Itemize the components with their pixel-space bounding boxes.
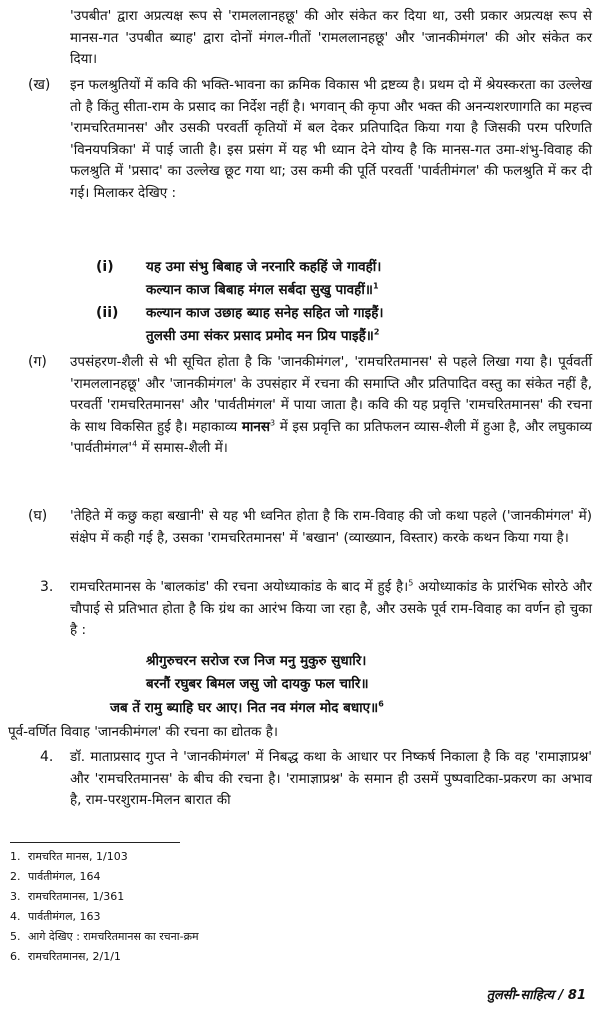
footnote-4: 4. पार्वतीमंगल, 163 bbox=[10, 910, 101, 923]
verse-ii-line2: तुलसी उमा संकर प्रसाद प्रमोद मन प्रिय पाइहैं॥$^2$ bbox=[146, 327, 380, 344]
section-ga-paragraph: उपसंहरण-शैली से भी सूचित होता है कि 'जानकीमंगल', 'रामचरितमानस' से पहले लिखा गया है। पूर्ववर्ती 'रामललानहछू' और 'जानकीमंगल' के उपसंहार में रचना की समाप्ति और प्रतिपादित वस्तु का संकेत नहीं है, परवर्ती 'रामचरितमानस' और 'पार्वतीमंगल' में पाया जाता है। कवि की यह प्रवृत्ति 'रामचरितमानस' की रचना के साथ विकसित हुई है। महाकाव्य मानस$^3$ में इस प्रवृत्ति का प्रतिफलन व्यास-शैली में हुआ है, और लघुकाव्य '$पार्वतीमंगल'^4$ में समास-शैली में। bbox=[70, 354, 592, 456]
section-gha-marker: (घ) bbox=[28, 508, 48, 524]
book-title: तुलसी-साहित्य bbox=[486, 988, 555, 1003]
manas-bold-word: मानस bbox=[241, 418, 271, 435]
section-gha-paragraph: 'तेहिते में कछु कहा बखानी' से यह भी ध्वनित होता है कि राम-विवाह की जो कथा पहले ('जानकीमंगल' में) संक्षेप में कही गई है, उसका 'रामचरितमानस' में 'बखान' (व्याख्यान, विस्तार) करके कथन किया गया है। bbox=[70, 508, 592, 546]
footnote-ref-3: 3 bbox=[270, 418, 276, 427]
section-kha-marker: (ख) bbox=[28, 77, 51, 93]
footnote-2: 2. पार्वतीमंगल, 164 bbox=[10, 870, 101, 883]
section-3-closing: पूर्व-वर्णित विवाह 'जानकीमंगल' की रचना का द्योतक है। bbox=[8, 724, 278, 740]
footnote-rule bbox=[10, 842, 180, 843]
verse-3-line2: बरनौं रघुबर बिमल जसु जो दायकु फल चारि॥ bbox=[146, 676, 369, 692]
section-3-paragraph: रामचरितमानस के 'बालकांड' की रचना अयोध्याकांड के बाद में हुई है।$^5$ अयोध्याकांड के प्रारंभिक सोरठे और चौपाई से प्रतिभात होता है कि ग्रंथ का आरंभ किया जा रहा है, और उसके पूर्व राम-विवाह का वर्णन हो चुका है : bbox=[70, 578, 592, 638]
footnote-6: 6. रामचरितमानस, 2/1/1 bbox=[10, 950, 121, 963]
section-kha-paragraph: इन फलश्रुतियों में कवि की भक्ति-भावना का क्रमिक विकास भी द्रष्टव्य है। प्रथम दो में श्रेयस्करता का उल्लेख तो है किंतु सीता-राम के प्रसाद का निर्देश नहीं है। भगवान् की कृपा और भक्त की अनन्यशरणागति का महत्त्व 'रामचरितमानस' और उसकी परवर्ती कृतियों में बल देकर प्रतिपादित किया गया है जिसकी परम परिणति 'विनयपत्रिका' में पाई जाती है। इस प्रसंग में यह भी ध्यान देने योग्य है कि मानस-गत उमा-शंभु-विवाह की फलश्रुति में 'प्रसाद' का उल्लेख छूट गया था; उस कमी की पूर्ति परवर्ती 'पार्वतीमंगल' की फलश्रुति में कर दी गई। मिलाकर देखिए : bbox=[70, 77, 592, 201]
footnote-ref-6: 6 bbox=[378, 699, 384, 709]
footnote-ref-1: 1 bbox=[372, 281, 379, 291]
footnote-ref-5: 5 bbox=[408, 578, 414, 588]
footnote-5: 5. आगे देखिए : रामचरितमानस का रचना-क्रम bbox=[10, 930, 199, 943]
verse-ii-line1: कल्यान काज उछाह ब्याह सनेह सहित जो गाइहैं। bbox=[146, 305, 384, 321]
verse-3-line3: जब तें रामु ब्याहि घर आए। नित नव मंगल मोद बधाए॥$^6$ bbox=[110, 699, 384, 716]
page-footer bbox=[487, 985, 586, 1003]
footnote-ref-4: 4 bbox=[132, 439, 138, 449]
verse-i-label: (i) bbox=[96, 259, 114, 275]
verse-i-line1: यह उमा संभु बिबाह जे नरनारि कहहिं जे गावहीं। bbox=[146, 259, 382, 275]
page-number: 81 bbox=[567, 988, 586, 1003]
footnote-1: 1. रामचरित मानस, 1/103 bbox=[10, 850, 128, 863]
section-ga-marker: (ग) bbox=[28, 354, 47, 370]
verse-ii-label: (ii) bbox=[96, 305, 119, 321]
footnote-ref-2: 2 bbox=[373, 327, 380, 337]
footer-separator: / bbox=[558, 988, 564, 1003]
top-paragraph: 'उपबीत' द्वारा अप्रत्यक्ष रूप से 'रामललानहछू' की ओर संकेत कर दिया था, उसी प्रकार अप्रत्यक्ष रूप से मानस-गत 'उपबीत ब्याह' द्वारा दोनों मंगल-गीतों 'रामललानहछू' और 'जानकीमंगल' की ओर संकेत कर दिया। bbox=[70, 8, 592, 67]
section-4-paragraph: डॉ. माताप्रसाद गुप्त ने 'जानकीमंगल' में निबद्ध कथा के आधार पर निष्कर्ष निकाला है कि वह 'रामाज्ञाप्रश्न' और 'रामचरितमानस' के बीच की रचना है। 'रामाज्ञाप्रश्न' के समान ही उसमें पुष्पवाटिका-प्रकरण का अभाव है, राम-परशुराम-मिलन बारात की bbox=[70, 749, 592, 808]
section-4-marker: 4. bbox=[40, 749, 54, 765]
section-3-marker: 3. bbox=[40, 579, 54, 595]
verse-i-line2: कल्यान काज बिबाह मंगल सर्बदा सुखु पावहीं॥$^1$ bbox=[146, 281, 379, 298]
verse-3-line1: श्रीगुरुचरन सरोज रज निज मनु मुकुरु सुधारि। bbox=[146, 653, 367, 669]
footnote-3: 3. रामचरितमानस, 1/361 bbox=[10, 890, 125, 903]
